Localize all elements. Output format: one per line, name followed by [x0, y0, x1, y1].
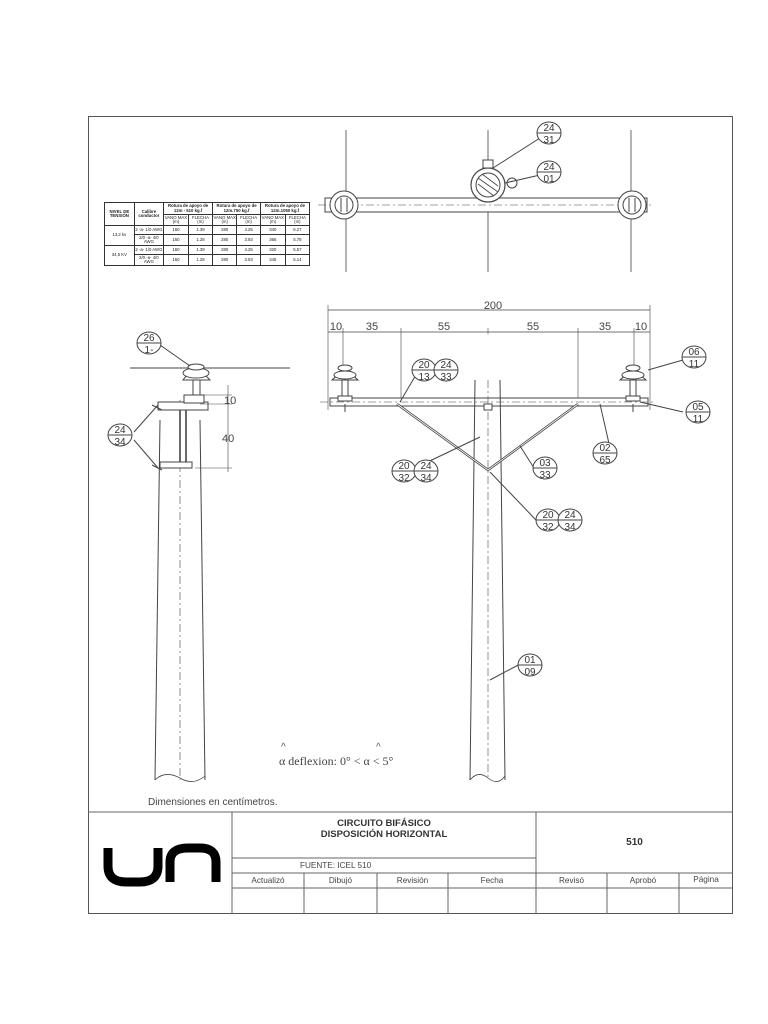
table-row [105, 255, 310, 266]
header-apoyo-510: Rotura de apoyo de 12m - 510 kg.f [164, 203, 213, 215]
callout-01-09 [518, 654, 542, 678]
cell-value: 340 [260, 226, 285, 235]
callout-bottom: 01 [543, 174, 555, 185]
callout-24-34-side [108, 424, 132, 448]
col-pagina: Página [693, 875, 719, 884]
cell-value: 5.57 [285, 246, 309, 255]
cell-value: 1.28 [188, 235, 212, 246]
cell-value: 4.25 [237, 226, 261, 235]
header-flecha: FLECHA (m) [285, 215, 309, 226]
table-row [105, 226, 310, 235]
callout-top: 03 [539, 458, 551, 469]
callout-bottom: 33 [440, 372, 452, 383]
col-aprobo: Aprobó [629, 876, 657, 885]
spec-table [104, 202, 310, 266]
cell-value: 160 [164, 246, 189, 255]
header-vano: VANO MAX (m) [261, 214, 285, 224]
cell-calibre: 2/0 -a- 4/0 AWG [134, 235, 163, 246]
callout-top: 06 [688, 347, 700, 358]
callout-top: 20 [398, 461, 410, 472]
callout-20-13 [412, 359, 436, 383]
callout-top: 24 [114, 425, 126, 436]
callout-bottom: 11 [692, 414, 704, 425]
header-flecha: FLECHA (m) [188, 215, 212, 226]
cell-value: 280 [213, 255, 237, 266]
dim-seg: 35 [365, 321, 379, 333]
source-label: FUENTE: ICEL 510 [300, 861, 372, 870]
header-calibre: Calibre conductor [134, 203, 163, 226]
col-reviso: Revisó [558, 876, 585, 885]
callout-top: 20 [542, 510, 554, 521]
callout-02-65 [593, 442, 617, 466]
callout-bottom: 34 [564, 522, 576, 533]
callout-top: 26 [143, 333, 155, 344]
cell-value: 320 [260, 246, 285, 255]
cell-calibre: 2 -a- 1/0 AWG [134, 226, 163, 235]
callout-bottom: 32 [542, 522, 554, 533]
callout-bottom: 13 [418, 372, 430, 383]
header-vano: VANO MAX (m) [213, 214, 236, 224]
callout-top: 24 [420, 461, 432, 472]
callout-top: 05 [692, 402, 704, 413]
callout-26-1 [137, 332, 161, 356]
col-dibujo: Dibujó [328, 876, 353, 885]
callout-top: 01 [524, 655, 536, 666]
table-row [105, 235, 310, 246]
cell-calibre: 2 -a- 1/0 AWG [134, 246, 163, 255]
cell-value: 280 [213, 226, 237, 235]
dim-seg: 10 [634, 321, 648, 333]
dim-side-top: 10 [224, 395, 237, 407]
callout-24-34-a [414, 460, 438, 484]
cell-value: 3.93 [237, 255, 261, 266]
col-actualizo: Actualizó [251, 876, 285, 885]
callout-bottom: 34 [114, 437, 126, 448]
dim-seg: 55 [526, 321, 540, 333]
cell-value: 3.93 [237, 235, 261, 246]
cell-value: 5.78 [285, 235, 309, 246]
un-logo [108, 848, 216, 882]
caret-1: ^ [281, 742, 286, 753]
table-row [105, 246, 310, 255]
cell-nivel: 34,5 KV [105, 246, 135, 266]
cell-value: 1.39 [188, 246, 212, 255]
cell-value: 160 [164, 226, 189, 235]
callout-bottom: 1- [144, 345, 154, 356]
callout-bottom: 34 [420, 473, 432, 484]
cell-value: 4.25 [237, 246, 261, 255]
callout-top: 24 [440, 360, 452, 371]
caret-2: ^ [376, 742, 381, 753]
cell-value: 1.28 [188, 255, 212, 266]
callout-06-11 [682, 346, 706, 370]
callout-bottom: 33 [539, 470, 551, 481]
header-nivel: NIVEL DE TENSIÓN [105, 203, 135, 226]
callout-24-31 [537, 122, 561, 146]
callout-bottom: 11 [688, 359, 700, 370]
cell-value: 5.14 [285, 255, 309, 266]
callout-20-32-b [536, 509, 560, 533]
header-flecha: FLECHA (m) [237, 215, 261, 226]
callout-top: 24 [543, 123, 555, 134]
callout-03-33 [533, 457, 557, 481]
cell-calibre: 2/0 -a- 4/0 AWG [134, 255, 163, 266]
callout-top: 02 [599, 443, 611, 454]
dim-seg: 55 [437, 321, 451, 333]
header-vano: VANO MAX (m) [164, 214, 188, 224]
callout-bottom: 65 [599, 455, 611, 466]
cell-nivel: 13,2 kv [105, 226, 135, 246]
cell-value: 160 [164, 255, 189, 266]
cell-value: 345 [260, 255, 285, 266]
title-line-2: DISPOSICIÓN HORIZONTAL [320, 829, 448, 840]
title-line-1: CIRCUITO BIFÁSICO [337, 818, 431, 829]
callout-24-33 [434, 359, 458, 383]
callout-top: 24 [564, 510, 576, 521]
drawing-number: 510 [626, 837, 643, 848]
callout-24-34-b [558, 509, 582, 533]
cell-value: 160 [164, 235, 189, 246]
callout-bottom: 09 [524, 667, 536, 678]
deflexion-note: α deflexion: 0° < α < 5° [279, 754, 394, 768]
header-apoyo-750: Rotura de apoyo de 12m.750 kg.f [213, 203, 261, 215]
units-note: Dimensiones en centímetros. [148, 797, 278, 808]
dim-seg: 35 [598, 321, 612, 333]
cell-value: 1.39 [188, 226, 212, 235]
dim-seg: 10 [329, 321, 343, 333]
callout-top: 20 [418, 360, 430, 371]
cell-value: 366 [260, 235, 285, 246]
callout-05-11 [686, 401, 710, 425]
cell-value: 280 [213, 235, 237, 246]
cell-value: 6.27 [285, 226, 309, 235]
callout-bottom: 31 [543, 135, 555, 146]
callout-bottom: 32 [398, 473, 410, 484]
header-apoyo-1050: Rotura de apoyo de 12m.1050 kg.f [260, 203, 309, 215]
callout-24-01 [537, 161, 561, 185]
cell-value: 280 [213, 246, 237, 255]
dim-side-height: 40 [222, 433, 235, 445]
callout-20-32-a [392, 460, 416, 484]
col-revision: Revisión [396, 876, 429, 885]
callout-top: 24 [543, 162, 555, 173]
col-fecha: Fecha [480, 876, 504, 885]
dim-total: 200 [483, 300, 503, 312]
